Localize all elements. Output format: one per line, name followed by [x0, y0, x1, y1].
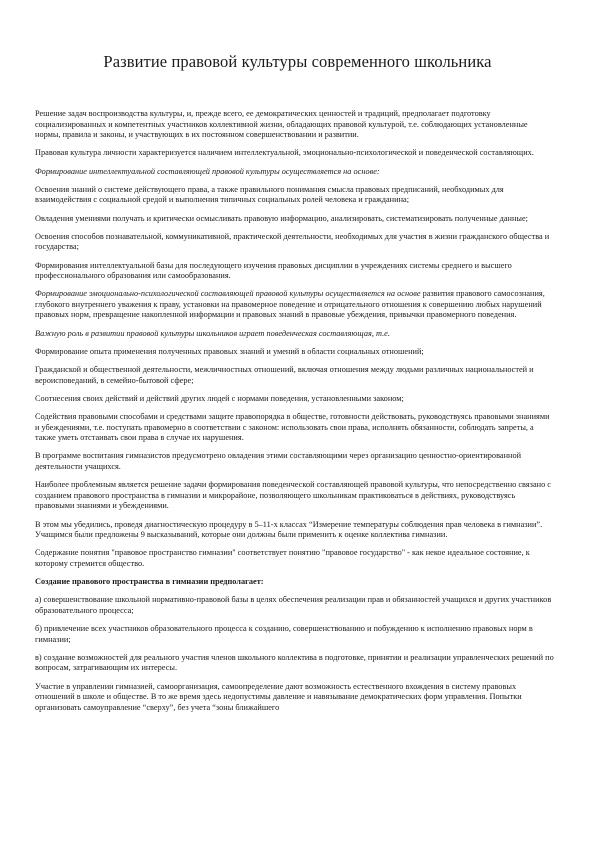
paragraph: Правовая культура личности характеризуется наличием интеллектуальной, эмоционально-психологической и поведенческой составляющих.	[35, 148, 534, 158]
page-title: Развитие правовой культуры современного школьника	[103, 52, 492, 71]
paragraph: В программе воспитания гимназистов предусмотрено овладения этими составляющими через организацию ценностно-ориентированной деятельности учащихся.	[35, 451, 522, 471]
paragraph: Формирование опыта применения полученных правовых знаний и умений в области социальных отношений;	[35, 346, 424, 356]
paragraph: Важную роль в развитии правовой культуры школьников играет поведенческая составляющая, т.е.	[35, 328, 390, 338]
paragraph: Формирования интеллектуальной базы для последующего изучения правовых дисциплин в учреждениях системы среднего и высшего профессионального образования или самообразования.	[35, 260, 512, 281]
paragraph: Участие в управлении гимназией, самоорганизация, самоопределение дают возможность естественного вхождения в систему правовых отношений в школе и обществе. В то же время здесь недопустимы давление и навязывание демократических форм управления. Попытки организовать самоуправление “сверху”, без учета “зоны ближайшего	[35, 681, 522, 712]
paragraph: Гражданской и общественной деятельности, межличностных отношений, включая отношения между людьми различных национальностей и вероисповеданий, в семейно-бытовой сфере;	[35, 365, 534, 385]
paragraph: В этом мы убедились, проведя диагностическую процедуру в 5–11-х классах “Измерение температуры соблюдения прав человека в гимназии”. Учащимся были предложены 9 высказываний, которые они должны были применить к оценке коллектива гимназии.	[35, 519, 543, 540]
paragraph: Наиболее проблемным является решение задачи формирования поведенческой составляющей правовой культуры, что непосредственно связано с созданием правового пространства в гимназии и микрорайоне, позволяющего школьникам практиковаться в действиях, руководствуясь правовыми знаниями и убеждениями.	[35, 480, 551, 511]
paragraph: Освоения знаний о системе действующего права, а также правильного понимания смысла правовых предписаний, необходимых для взаимодействия с социальной средой и выполнения типичных социальных ролей человека и гражданина;	[35, 184, 504, 205]
paragraph: б) привлечение всех участников образовательного процесса к созданию, совершенствованию и побуждению к исполнению правовых норм в гимназии;	[35, 624, 533, 644]
paragraph: Овладения умениями получать и критически осмысливать правовую информацию, анализировать, систематизировать полученные данные;	[35, 213, 528, 223]
paragraph: в) создание возможностей для реального участия членов школьного коллектива в подготовке, принятии и реализации управленческих решений по вопросам, затрагивающим их интересы.	[35, 652, 554, 673]
paragraph: Соотнесения своих действий и действий других людей с нормами поведения, установленными законом;	[35, 393, 404, 403]
document-body	[35, 109, 555, 721]
paragraph: Освоения способов познавательной, коммуникативной, практической деятельности, необходимых для участия в жизни гражданского общества и государства;	[35, 231, 550, 252]
paragraph: а) совершенствование школьной нормативно-правовой базы в целях обеспечения реализации прав и обязанностей учащихся и других участников образовательного процесса;	[35, 595, 552, 615]
paragraph: Формирование интеллектуальной составляющей правовой культуры осуществляется на основе:	[35, 166, 380, 176]
paragraph: Содействия правовыми способами и средствами защите правопорядка в обществе, готовности действовать, руководствуясь правовыми знаниями и убеждениями, т.е. поступать правомерно в соответствии с законом: использовать свои права, исполнять обязанности, соблюдать запреты, а также уметь отстаивать свои права в случае их нарушения.	[35, 412, 550, 443]
paragraph: Формирование эмоционально-психологической составляющей правовой культуры осуществляется на основе развития правового самосознания, глубокого внутреннего уважения к праву, установки на правомерное поведение и отрицательного отношения к совершению любых нарушений правовых норм, превращение накопленной информации и правовых знаний в правовые убеждения, привычки правомерного поведения.	[35, 289, 545, 320]
paragraph: Содержание понятия "правовое пространство гимназии" соответствует понятию "правовое государство" - как некое идеальное состояние, к которому стремится общество.	[35, 548, 530, 568]
paragraph: Создание правового пространства в гимназии предполагает:	[35, 577, 264, 587]
paragraph: Решение задач воспроизводства культуры, и, прежде всего, ее демократических ценностей и традиций, предполагает подготовку социализированных и компетентных участников коллективной жизни, обладающих правовой культурой, т.е. соблюдающих установленные нормы, правила и законы, и участвующих в их постоянном совершенствовании и развитии.	[35, 109, 528, 140]
